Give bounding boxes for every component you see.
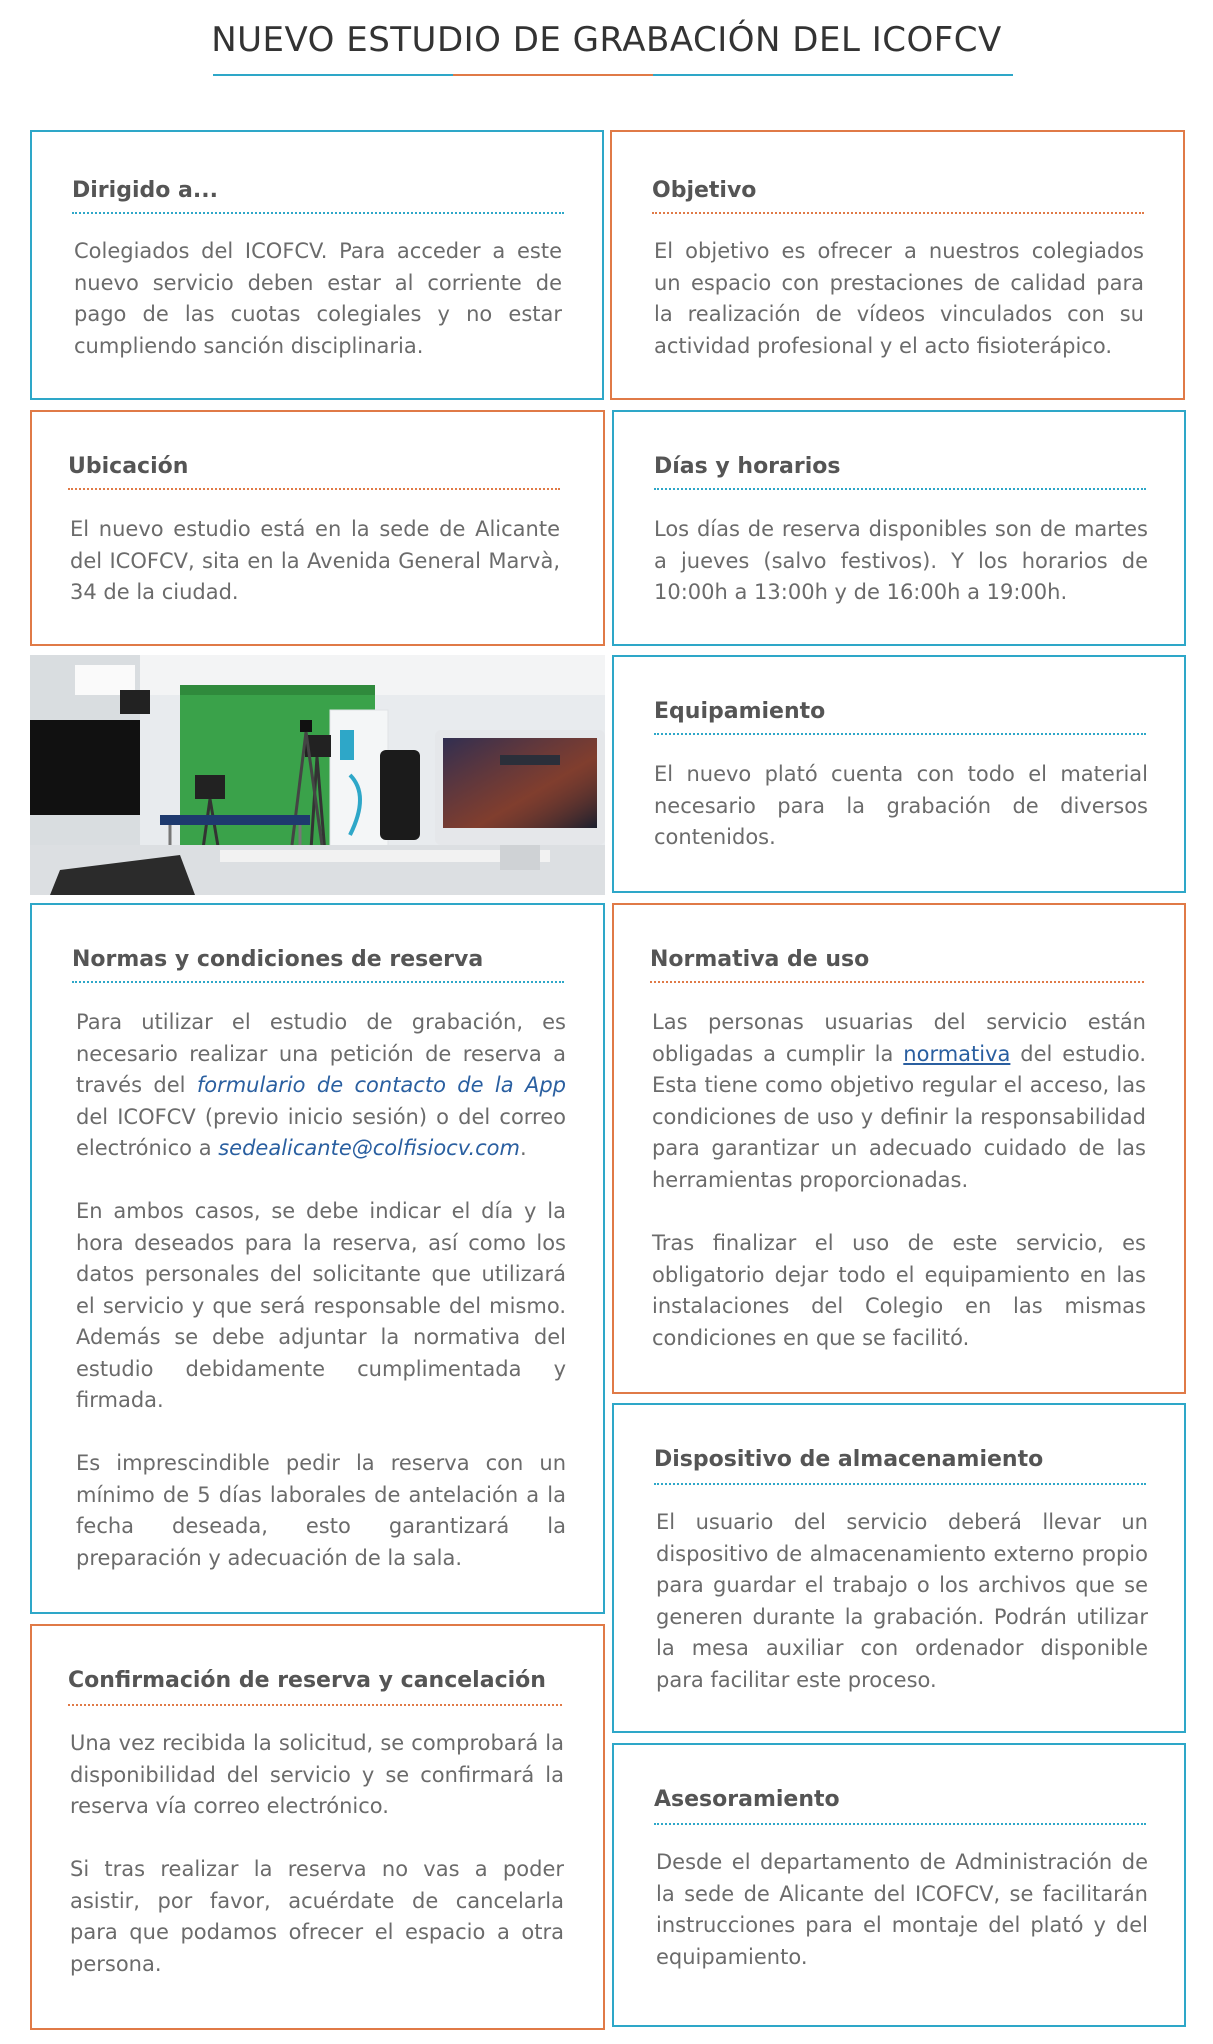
- card-text: El usuario del servicio deberá llevar un dispositivo de almacenamiento externo propio para guardar el trabajo o los archivos que se generen durante la grabación. Podrán utilizar la mesa auxiliar con ordenador disponible para facilitar este proceso.: [656, 1510, 1148, 1692]
- card-dias-horarios: [612, 410, 1186, 646]
- card-text: Colegiados del ICOFCV. Para acceder a este nuevo servicio deben estar al corriente de pago de las cuotas colegiales y no estar cumpliendo sanción disciplinaria.: [74, 239, 562, 358]
- card-title: Normativa de uso: [650, 947, 870, 972]
- page-title: NUEVO ESTUDIO DE GRABACIÓN DEL ICOFCV: [211, 20, 1002, 60]
- card-asesoramiento: [612, 1743, 1186, 2027]
- divider: [652, 212, 1144, 214]
- divider: [650, 981, 1144, 983]
- card-dispositivo: [612, 1403, 1186, 1733]
- card-dirigido: [30, 130, 604, 400]
- divider: [68, 488, 560, 490]
- card-ubicacion: [30, 410, 605, 646]
- card-text: Es imprescindible pedir la reserva con un mínimo de 5 días laborales de antelación a la fecha deseada, esto garantizará la preparación y adecuación de la sala.: [76, 1451, 566, 1570]
- card-title: Normas y condiciones de reserva: [72, 947, 484, 972]
- divider: [72, 981, 564, 983]
- divider: [72, 212, 564, 214]
- divider: [654, 1483, 1146, 1485]
- card-text: Una vez recibida la solicitud, se comprobará la disponibilidad del servicio y se confirmará la reserva vía correo electrónico.: [70, 1731, 564, 1818]
- card-title: Días y horarios: [654, 454, 841, 479]
- divider: [654, 488, 1146, 490]
- card-text: Desde el departamento de Administración de la sede de Alicante del ICOFCV, se facilitarán instrucciones para el montaje del plató y del equipamiento.: [656, 1850, 1148, 1969]
- card-text: El nuevo plató cuenta con todo el material necesario para la grabación de diversos contenidos.: [654, 762, 1148, 849]
- card-objetivo: [610, 130, 1185, 400]
- divider: [68, 1704, 562, 1706]
- card-confirmacion: [30, 1624, 605, 2030]
- title-underline: [213, 74, 1013, 76]
- normativa-link[interactable]: normativa: [903, 1041, 1011, 1066]
- card-normativa-uso: [612, 903, 1186, 1394]
- card-text: Tras finalizar el uso de este servicio, es obligatorio dejar todo el equipamiento en las instalaciones del Colegio en las mismas condiciones en que se facilitó.: [652, 1231, 1146, 1350]
- card-equipamiento: [612, 655, 1186, 893]
- card-text: Las personas usuarias del servicio están obligadas a cumplir la normativa del estudio. Esta tiene como objetivo regular el acceso, las condiciones de uso y definir la responsabilidad para garantizar un adecuado cuidado de las herramientas proporcionadas.: [652, 1010, 1146, 1192]
- card-text: Los días de reserva disponibles son de martes a jueves (salvo festivos). Y los horarios de 10:00h a 13:00h y de 16:00h a 19:00h.: [654, 517, 1148, 604]
- card-text: Para utilizar el estudio de grabación, es necesario realizar una petición de reserva a través del formulario de contacto de la App del ICOFCV (previo inicio sesión) o del correo electrónico a sedealicante@colfisiocv.com.: [76, 1010, 566, 1160]
- divider: [654, 1823, 1146, 1825]
- card-title: Ubicación: [68, 454, 189, 479]
- card-text: En ambos casos, se debe indicar el día y la hora deseados para la reserva, así como los datos personales del solicitante que utilizará el servicio y que será responsable del mismo. Además se debe adjuntar la normativa del estudio debidamente cumplimentada y firmada.: [76, 1199, 566, 1412]
- divider: [654, 733, 1146, 735]
- card-title: Equipamiento: [654, 699, 826, 724]
- card-title: Dirigido a...: [72, 178, 218, 203]
- studio-photo-illustration: [30, 655, 605, 895]
- card-text: El objetivo es ofrecer a nuestros colegiados un espacio con prestaciones de calidad para la realización de vídeos vinculados con su actividad profesional y el acto fisioterápico.: [654, 239, 1144, 358]
- studio-photo: [30, 655, 605, 895]
- contact-form-link[interactable]: formulario de contacto de la App: [196, 1073, 566, 1097]
- card-normas-reserva: [30, 903, 605, 1614]
- card-title: Objetivo: [652, 178, 757, 203]
- card-title: Asesoramiento: [654, 1787, 840, 1812]
- email-link[interactable]: sedealicante@colfisiocv.com: [218, 1136, 520, 1160]
- card-title: Dispositivo de almacenamiento: [654, 1447, 1044, 1472]
- card-text: Si tras realizar la reserva no vas a poder asistir, por favor, acuérdate de cancelarla para que podamos ofrecer el espacio a otra persona.: [70, 1857, 564, 1976]
- card-title: Confirmación de reserva y cancelación: [68, 1668, 546, 1693]
- card-text: El nuevo estudio está en la sede de Alicante del ICOFCV, sita en la Avenida General Marvà, 34 de la ciudad.: [70, 517, 560, 604]
